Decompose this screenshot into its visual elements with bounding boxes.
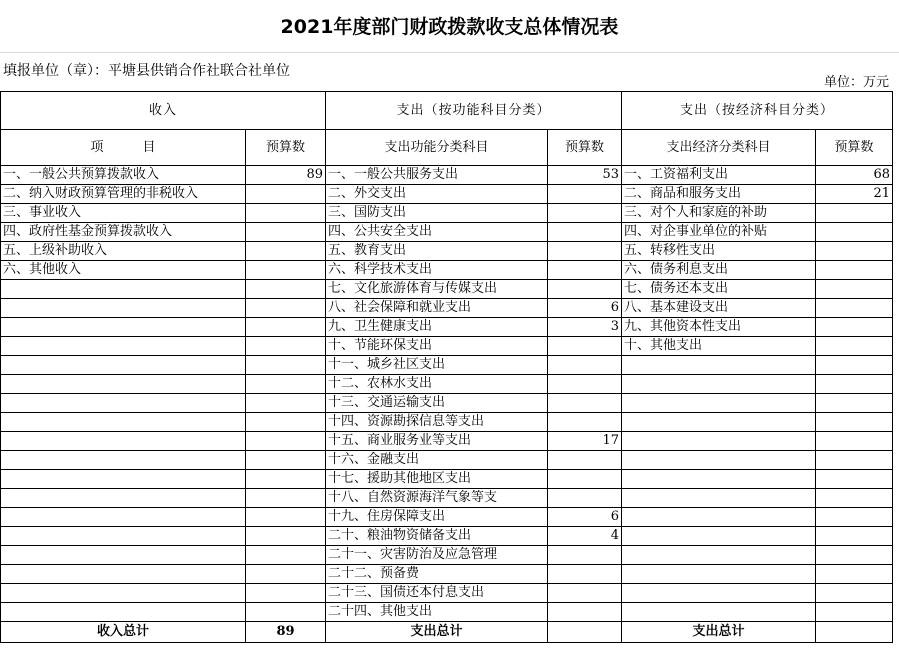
income-item-label: [1, 394, 246, 413]
econ-item-label: 一、工资福利支出: [622, 166, 816, 185]
expense-total-value: [548, 622, 622, 643]
func-item-label: 一、一般公共服务支出: [326, 166, 548, 185]
econ-item-value: [816, 337, 893, 356]
econ-item-value: [816, 432, 893, 451]
func-item-value: 17: [548, 432, 622, 451]
table-row: [1, 204, 893, 223]
econ-item-value: [816, 584, 893, 603]
func-item-label: 十三、交通运输支出: [326, 394, 548, 413]
func-item-value: [548, 375, 622, 394]
header-budget-econ: 预算数: [816, 130, 893, 166]
func-item-value: [548, 223, 622, 242]
econ-item-label: 十、其他支出: [622, 337, 816, 356]
func-item-value: [548, 261, 622, 280]
expense-total-label: 支出总计: [326, 622, 548, 643]
table-row: [1, 185, 893, 204]
table-row: [1, 318, 893, 337]
income-item-value: [246, 565, 326, 584]
income-item-value: [246, 527, 326, 546]
table-row: [1, 565, 893, 584]
econ-item-label: 四、对企事业单位的补贴: [622, 223, 816, 242]
table-row: [1, 223, 893, 242]
header-expense-econ: 支出（按经济科目分类）: [622, 92, 893, 130]
func-item-label: 九、卫生健康支出: [326, 318, 548, 337]
income-item-label: 二、纳入财政预算管理的非税收入: [1, 185, 246, 204]
table-row: [1, 242, 893, 261]
econ-item-value: [816, 242, 893, 261]
func-item-label: 十一、城乡社区支出: [326, 356, 548, 375]
table-row: [1, 299, 893, 318]
income-item-label: [1, 508, 246, 527]
func-item-value: 3: [548, 318, 622, 337]
econ-item-label: [622, 375, 816, 394]
table-row: [1, 375, 893, 394]
income-item-value: [246, 451, 326, 470]
econ-item-label: [622, 489, 816, 508]
currency-unit: 单位：万元: [823, 75, 889, 90]
func-item-label: 五、教育支出: [326, 242, 548, 261]
table-body: [1, 166, 893, 622]
income-item-label: [1, 280, 246, 299]
econ-item-value: [816, 261, 893, 280]
income-item-label: [1, 318, 246, 337]
income-item-label: [1, 470, 246, 489]
income-item-value: [246, 204, 326, 223]
func-item-value: 4: [548, 527, 622, 546]
income-item-value: [246, 470, 326, 489]
econ-item-label: 五、转移性支出: [622, 242, 816, 261]
func-item-value: [548, 394, 622, 413]
table-row: [1, 356, 893, 375]
income-item-label: [1, 432, 246, 451]
func-item-value: [548, 546, 622, 565]
income-item-value: [246, 432, 326, 451]
income-item-value: [246, 185, 326, 204]
func-item-value: [548, 565, 622, 584]
income-total-label: 收入总计: [1, 622, 246, 643]
income-item-label: [1, 356, 246, 375]
econ-item-label: [622, 432, 816, 451]
table-row: [1, 584, 893, 603]
table-row: [1, 603, 893, 622]
func-item-value: 6: [548, 508, 622, 527]
econ-item-label: 六、债务利息支出: [622, 261, 816, 280]
econ-item-label: [622, 356, 816, 375]
econ-item-label: [622, 508, 816, 527]
income-item-value: [246, 508, 326, 527]
func-item-label: 十九、住房保障支出: [326, 508, 548, 527]
econ-item-value: 68: [816, 166, 893, 185]
econ-item-value: [816, 204, 893, 223]
func-item-label: 十四、资源勘探信息等支出: [326, 413, 548, 432]
econ-item-value: [816, 223, 893, 242]
func-item-label: 十五、商业服务业等支出: [326, 432, 548, 451]
func-item-label: 二、外交支出: [326, 185, 548, 204]
func-item-label: 十六、金融支出: [326, 451, 548, 470]
budget-table: [0, 91, 893, 643]
econ-item-value: [816, 565, 893, 584]
func-item-label: 二十二、预备费: [326, 565, 548, 584]
func-item-value: 6: [548, 299, 622, 318]
expense-econ-total-value: [816, 622, 893, 643]
func-item-label: 七、文化旅游体育与传媒支出: [326, 280, 548, 299]
income-item-label: [1, 337, 246, 356]
table-row: [1, 337, 893, 356]
income-item-value: [246, 223, 326, 242]
econ-item-value: [816, 603, 893, 622]
func-item-label: 十、节能环保支出: [326, 337, 548, 356]
header-income: 收入: [1, 92, 326, 130]
func-item-value: [548, 185, 622, 204]
econ-item-label: 三、对个人和家庭的补助: [622, 204, 816, 223]
income-item-label: [1, 584, 246, 603]
income-item-value: [246, 584, 326, 603]
econ-item-label: 九、其他资本性支出: [622, 318, 816, 337]
func-item-label: 十八、自然资源海洋气象等支: [326, 489, 548, 508]
header-econ-subject: 支出经济分类科目: [622, 130, 816, 166]
income-item-label: 五、上级补助收入: [1, 242, 246, 261]
table-row: [1, 413, 893, 432]
func-item-label: 二十一、灾害防治及应急管理: [326, 546, 548, 565]
econ-item-value: [816, 356, 893, 375]
func-item-value: [548, 489, 622, 508]
econ-item-value: [816, 375, 893, 394]
econ-item-value: 21: [816, 185, 893, 204]
header-budget-income: 预算数: [246, 130, 326, 166]
econ-item-value: [816, 394, 893, 413]
func-item-label: 二十三、国债还本付息支出: [326, 584, 548, 603]
econ-item-value: [816, 546, 893, 565]
income-item-label: [1, 375, 246, 394]
econ-item-value: [816, 413, 893, 432]
income-item-label: [1, 489, 246, 508]
func-item-value: [548, 584, 622, 603]
header-row-groups: [1, 92, 893, 130]
econ-item-value: [816, 508, 893, 527]
table-row: [1, 261, 893, 280]
income-item-label: [1, 603, 246, 622]
table-row: [1, 527, 893, 546]
econ-item-label: 二、商品和服务支出: [622, 185, 816, 204]
econ-item-value: [816, 489, 893, 508]
income-item-label: 四、政府性基金预算拨款收入: [1, 223, 246, 242]
func-item-label: 四、公共安全支出: [326, 223, 548, 242]
income-item-value: [246, 261, 326, 280]
econ-item-label: [622, 565, 816, 584]
income-item-label: [1, 565, 246, 584]
econ-item-value: [816, 280, 893, 299]
econ-item-value: [816, 451, 893, 470]
income-item-label: 六、其他收入: [1, 261, 246, 280]
func-item-label: 十二、农林水支出: [326, 375, 548, 394]
econ-item-value: [816, 470, 893, 489]
income-item-value: [246, 375, 326, 394]
income-item-value: [246, 546, 326, 565]
table-row: [1, 546, 893, 565]
income-item-value: [246, 394, 326, 413]
income-item-value: [246, 337, 326, 356]
econ-item-value: [816, 299, 893, 318]
title-divider: [0, 52, 899, 53]
func-item-value: [548, 242, 622, 261]
header-item: 项 目: [1, 130, 246, 166]
func-item-label: 六、科学技术支出: [326, 261, 548, 280]
income-item-label: [1, 527, 246, 546]
table-row: [1, 451, 893, 470]
func-item-label: 二十四、其他支出: [326, 603, 548, 622]
func-item-label: 三、国防支出: [326, 204, 548, 223]
table-row: [1, 489, 893, 508]
income-item-value: [246, 489, 326, 508]
econ-item-label: [622, 546, 816, 565]
income-item-label: 一、一般公共预算拨款收入: [1, 166, 246, 185]
func-item-value: [548, 413, 622, 432]
table-row: [1, 166, 893, 185]
econ-item-label: [622, 470, 816, 489]
func-item-value: 53: [548, 166, 622, 185]
income-item-value: [246, 413, 326, 432]
econ-item-label: [622, 527, 816, 546]
func-item-label: 八、社会保障和就业支出: [326, 299, 548, 318]
table-row: [1, 280, 893, 299]
income-item-label: [1, 413, 246, 432]
table-row: [1, 394, 893, 413]
func-item-value: [548, 603, 622, 622]
income-item-value: [246, 299, 326, 318]
func-item-value: [548, 356, 622, 375]
econ-item-label: [622, 603, 816, 622]
func-item-label: 十七、援助其他地区支出: [326, 470, 548, 489]
header-budget-func: 预算数: [548, 130, 622, 166]
func-item-value: [548, 337, 622, 356]
table-row: [1, 508, 893, 527]
income-item-label: 三、事业收入: [1, 204, 246, 223]
table-row: [1, 470, 893, 489]
income-item-label: [1, 546, 246, 565]
income-total-value: 89: [246, 622, 326, 643]
footer-row: [1, 622, 893, 643]
reporting-unit: 填报单位（章）：平塘县供销合作社联合社单位: [3, 63, 290, 79]
econ-item-label: [622, 451, 816, 470]
econ-item-label: [622, 584, 816, 603]
income-item-value: [246, 356, 326, 375]
func-item-value: [548, 451, 622, 470]
income-item-value: [246, 318, 326, 337]
econ-item-label: [622, 413, 816, 432]
header-expense-func: 支出（按功能科目分类）: [326, 92, 622, 130]
func-item-label: 二十、粮油物资储备支出: [326, 527, 548, 546]
func-item-value: [548, 470, 622, 489]
econ-item-label: 八、基本建设支出: [622, 299, 816, 318]
econ-item-value: [816, 527, 893, 546]
income-item-value: 89: [246, 166, 326, 185]
income-item-label: [1, 299, 246, 318]
econ-item-label: [622, 394, 816, 413]
header-func-subject: 支出功能分类科目: [326, 130, 548, 166]
func-item-value: [548, 204, 622, 223]
header-row-columns: [1, 130, 893, 166]
econ-item-value: [816, 318, 893, 337]
expense-econ-total-label: 支出总计: [622, 622, 816, 643]
income-item-value: [246, 603, 326, 622]
econ-item-label: 七、债务还本支出: [622, 280, 816, 299]
table-row: [1, 432, 893, 451]
income-item-label: [1, 451, 246, 470]
func-item-value: [548, 280, 622, 299]
income-item-value: [246, 242, 326, 261]
income-item-value: [246, 280, 326, 299]
page-title: 2021年度部门财政拨款收支总体情况表: [280, 16, 619, 38]
